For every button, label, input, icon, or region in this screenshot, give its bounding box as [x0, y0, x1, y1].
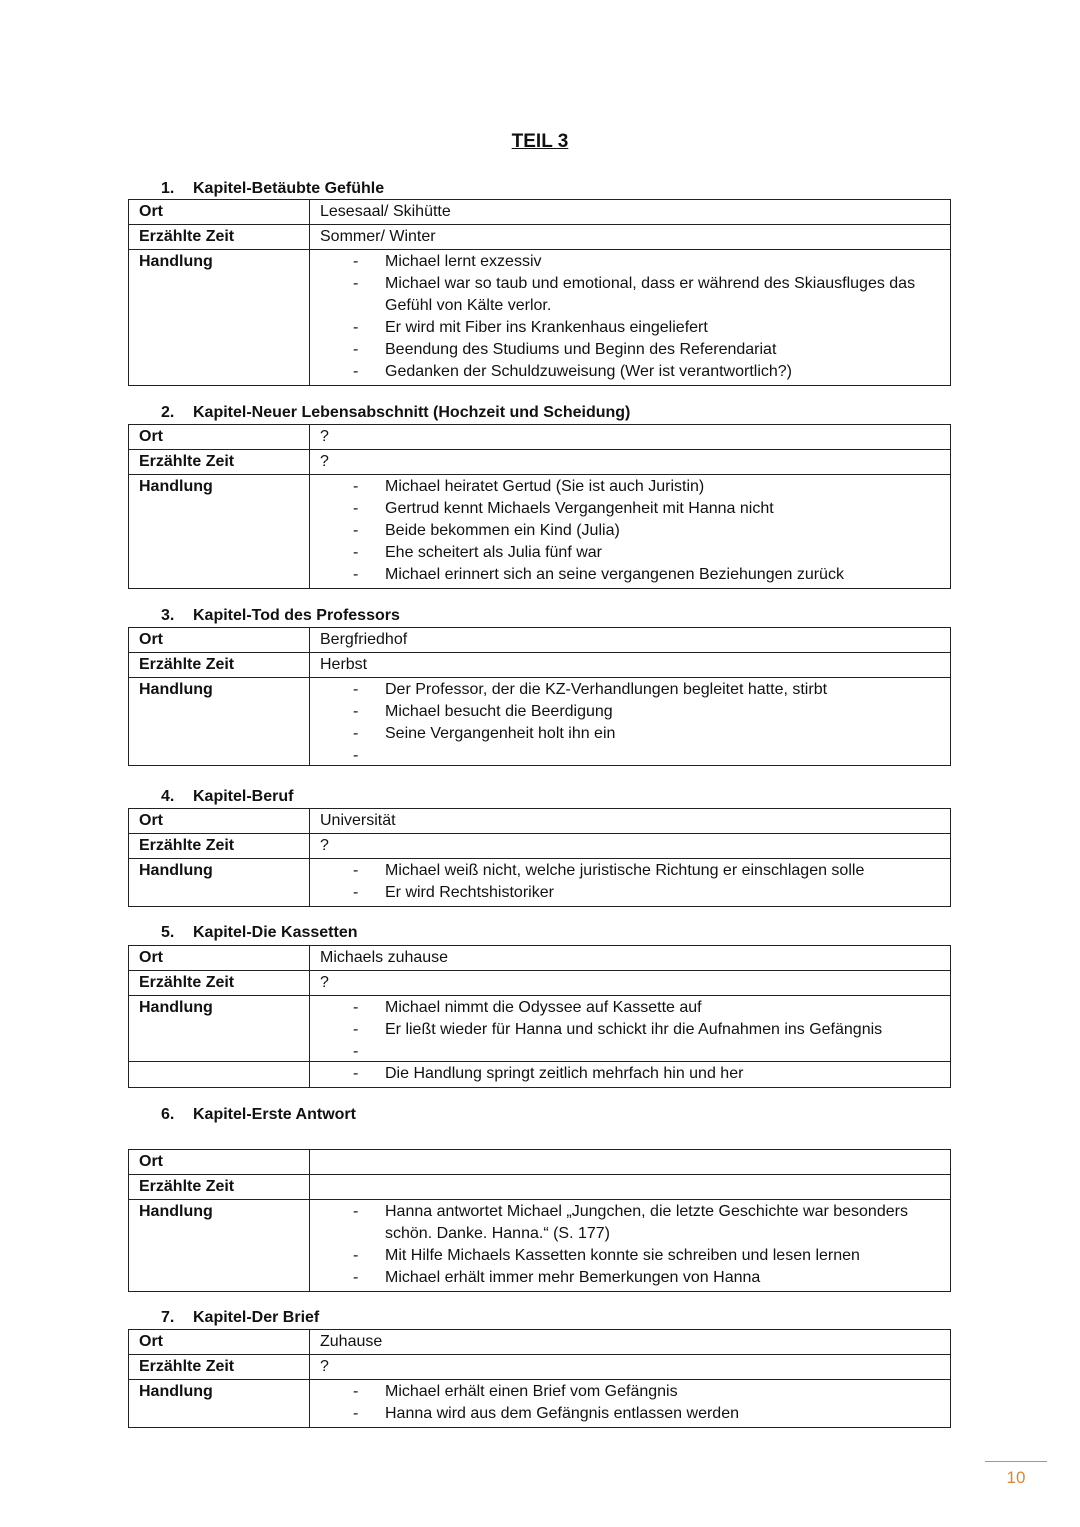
row-ort: [129, 628, 951, 653]
handlung-item: - Michael erinnert sich an seine vergangenen Beziehungen zurück: [320, 564, 940, 586]
row-ort: [129, 425, 951, 450]
page-number: 10: [1006, 1468, 1026, 1487]
chapter-heading: [161, 1106, 356, 1124]
handlung-item: - Michael war so taub und emotional, dass er während des Skiausfluges das Gefühl von Kälte verlor.: [320, 273, 940, 317]
row-ort: [129, 809, 951, 834]
handlung-list: [320, 1381, 940, 1425]
chapter-table: [128, 1329, 951, 1428]
handlung-item: - Michael erhält einen Brief vom Gefängnis: [320, 1381, 940, 1403]
value-ort: ?: [310, 425, 951, 450]
chapter-heading: [161, 788, 293, 806]
handlung-item: - Beide bekommen ein Kind (Julia): [320, 520, 940, 542]
label-zeit: Erzählte Zeit: [129, 653, 310, 678]
handlung-list: [320, 1201, 940, 1289]
handlung-item: - Michael lernt exzessiv: [320, 251, 940, 273]
label-zeit: Erzählte Zeit: [129, 1355, 310, 1380]
handlung-item: - Hanna wird aus dem Gefängnis entlassen werden: [320, 1403, 940, 1425]
label-zeit: Erzählte Zeit: [129, 971, 310, 996]
label-zeit: Erzählte Zeit: [129, 450, 310, 475]
handlung-item: - Seine Vergangenheit holt ihn ein: [320, 723, 940, 745]
row-zeit: [129, 1175, 951, 1200]
handlung-item: - Er wird Rechtshistoriker: [320, 882, 940, 904]
handlung-list: [320, 860, 940, 904]
value-handlung: [310, 1200, 951, 1292]
row-handlung: [129, 996, 951, 1062]
value-handlung: [310, 250, 951, 386]
page-title: TEIL 3: [511, 131, 569, 152]
handlung-list: [320, 997, 940, 1041]
chapter-number: 1.: [161, 180, 175, 197]
row-ort: [129, 946, 951, 971]
chapter-heading: [161, 404, 630, 422]
chapter-table: [128, 627, 951, 766]
chapter-title: Kapitel-Erste Antwort: [193, 1106, 356, 1123]
row-ort: [129, 1150, 951, 1175]
label-ort: Ort: [129, 809, 310, 834]
chapter-number: 2.: [161, 404, 175, 421]
label-handlung: Handlung: [129, 475, 310, 589]
handlung-list: [320, 251, 940, 383]
handlung-item: - Michael besucht die Beerdigung: [320, 701, 940, 723]
label-handlung: Handlung: [129, 678, 310, 766]
value-zeit: [310, 1175, 951, 1200]
extra-list: [320, 1063, 940, 1085]
value-extra: [310, 1062, 951, 1088]
value-ort: Zuhause: [310, 1330, 951, 1355]
label-handlung: Handlung: [129, 1380, 310, 1428]
value-zeit: Herbst: [310, 653, 951, 678]
chapter-title: Kapitel-Die Kassetten: [193, 924, 358, 941]
chapter-title: Kapitel-Beruf: [193, 788, 294, 805]
value-ort: Lesesaal/ Skihütte: [310, 200, 951, 225]
row-ort: [129, 1330, 951, 1355]
handlung-item: - Gertrud kennt Michaels Vergangenheit mit Hanna nicht: [320, 498, 940, 520]
row-zeit: [129, 971, 951, 996]
chapter-title: Kapitel-Der Brief: [193, 1309, 320, 1326]
row-handlung: [129, 859, 951, 907]
label-ort: Ort: [129, 628, 310, 653]
row-extra: [129, 1062, 951, 1088]
row-zeit: [129, 653, 951, 678]
label-handlung: Handlung: [129, 996, 310, 1062]
chapter-table: [128, 1149, 951, 1292]
label-ort: Ort: [129, 200, 310, 225]
handlung-item: - Michael weiß nicht, welche juristische Richtung er einschlagen solle: [320, 860, 940, 882]
chapter-heading: [161, 180, 384, 198]
value-handlung: [310, 1380, 951, 1428]
value-handlung: [310, 996, 951, 1062]
chapter-table: [128, 199, 951, 386]
value-zeit: ?: [310, 834, 951, 859]
chapter-number: 4.: [161, 788, 175, 805]
value-handlung: [310, 678, 951, 766]
chapter-table: [128, 945, 951, 1088]
handlung-item: - Michael nimmt die Odyssee auf Kassette auf: [320, 997, 940, 1019]
row-zeit: [129, 225, 951, 250]
handlung-item: - Er wird mit Fiber ins Krankenhaus eingeliefert: [320, 317, 940, 339]
label-handlung: Handlung: [129, 859, 310, 907]
label-zeit: Erzählte Zeit: [129, 834, 310, 859]
row-zeit: [129, 450, 951, 475]
handlung-item: - Michael erhält immer mehr Bemerkungen von Hanna: [320, 1267, 940, 1289]
label-handlung: Handlung: [129, 250, 310, 386]
row-handlung: [129, 678, 951, 766]
chapter-table: [128, 424, 951, 589]
value-handlung: [310, 475, 951, 589]
handlung-item: - Hanna antwortet Michael „Jungchen, die letzte Geschichte war besonders schön. Danke. Hanna.“ (S. 177): [320, 1201, 940, 1245]
row-handlung: [129, 1380, 951, 1428]
value-zeit: Sommer/ Winter: [310, 225, 951, 250]
handlung-list: [320, 476, 940, 586]
handlung-item: - Ehe scheitert als Julia fünf war: [320, 542, 940, 564]
value-handlung: [310, 859, 951, 907]
chapter-number: 7.: [161, 1309, 175, 1326]
row-zeit: [129, 1355, 951, 1380]
row-handlung: [129, 250, 951, 386]
row-handlung: [129, 1200, 951, 1292]
page-number-divider: [985, 1461, 1047, 1462]
label-ort: Ort: [129, 946, 310, 971]
chapter-number: 5.: [161, 924, 175, 941]
chapter-title: Kapitel-Betäubte Gefühle: [193, 180, 385, 197]
value-ort: Michaels zuhause: [310, 946, 951, 971]
chapter-number: 6.: [161, 1106, 175, 1123]
chapter-title: Kapitel-Neuer Lebensabschnitt (Hochzeit und Scheidung): [193, 404, 631, 421]
value-zeit: ?: [310, 971, 951, 996]
chapter-number: 3.: [161, 607, 175, 624]
handlung-item: - Die Handlung springt zeitlich mehrfach hin und her: [320, 1063, 940, 1085]
handlung-item: - Der Professor, der die KZ-Verhandlungen begleitet hatte, stirbt: [320, 679, 940, 701]
chapter-heading: [161, 607, 400, 625]
value-ort: Universität: [310, 809, 951, 834]
handlung-item: - Mit Hilfe Michaels Kassetten konnte sie schreiben und lesen lernen: [320, 1245, 940, 1267]
label-ort: Ort: [129, 425, 310, 450]
chapter-heading: [161, 1309, 319, 1327]
row-ort: [129, 200, 951, 225]
label-zeit: Erzählte Zeit: [129, 1175, 310, 1200]
value-zeit: ?: [310, 1355, 951, 1380]
label-handlung: Handlung: [129, 1200, 310, 1292]
chapter-heading: [161, 924, 358, 942]
label-ort: Ort: [129, 1150, 310, 1175]
row-zeit: [129, 834, 951, 859]
value-ort: Bergfriedhof: [310, 628, 951, 653]
chapter-title: Kapitel-Tod des Professors: [193, 607, 400, 624]
handlung-list: [320, 679, 940, 745]
handlung-item: - Er ließt wieder für Hanna und schickt ihr die Aufnahmen ins Gefängnis: [320, 1019, 940, 1041]
label-ort: Ort: [129, 1330, 310, 1355]
handlung-item: - Michael heiratet Gertud (Sie ist auch Juristin): [320, 476, 940, 498]
handlung-item: - Beendung des Studiums und Beginn des Referendariat: [320, 339, 940, 361]
value-zeit: ?: [310, 450, 951, 475]
handlung-item: - Gedanken der Schuldzuweisung (Wer ist verantwortlich?): [320, 361, 940, 383]
value-ort: [310, 1150, 951, 1175]
label-empty: [129, 1062, 310, 1088]
label-zeit: Erzählte Zeit: [129, 225, 310, 250]
chapter-table: [128, 808, 951, 907]
row-handlung: [129, 475, 951, 589]
